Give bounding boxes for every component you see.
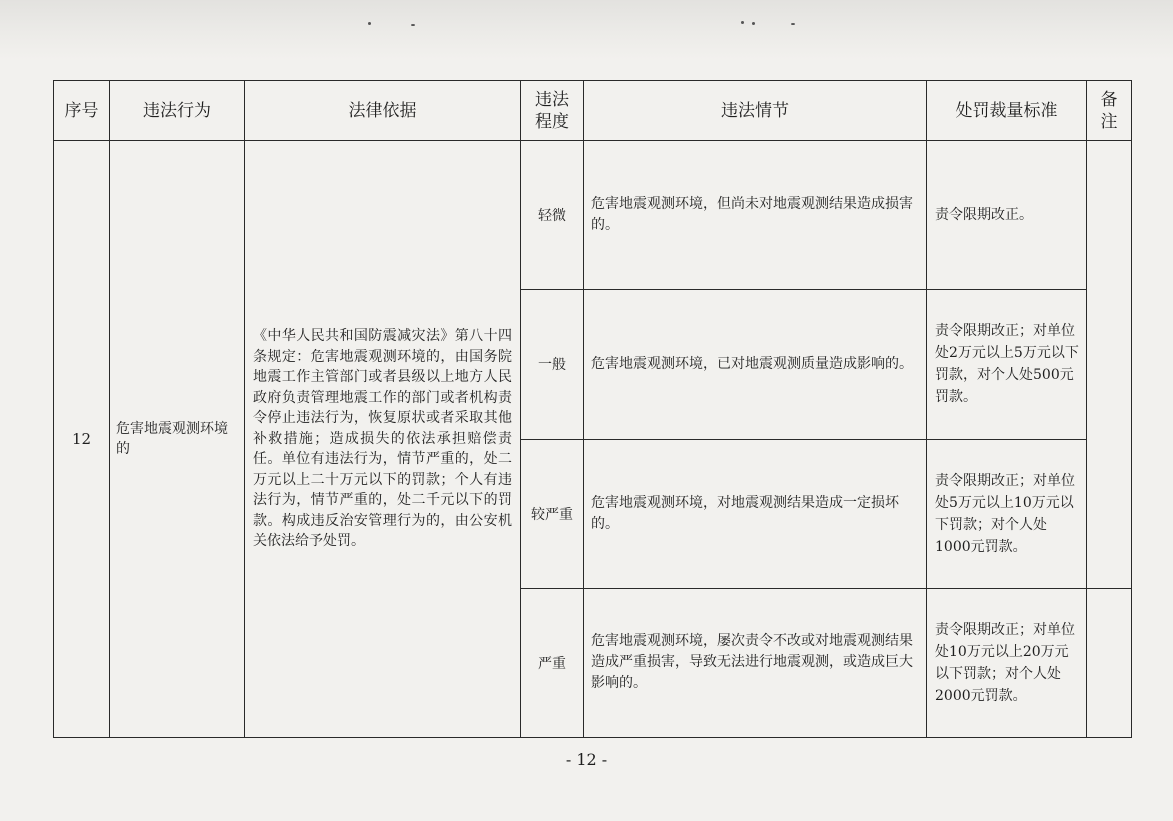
level-circumstance: 危害地震观测环境，对地震观测结果造成一定损坏的。 bbox=[584, 439, 927, 588]
scan-speck bbox=[411, 24, 415, 26]
header-seq: 序号 bbox=[54, 81, 110, 141]
level-penalty: 责令限期改正；对单位处2万元以上5万元以下罚款，对个人处500元罚款。 bbox=[927, 290, 1087, 439]
level-degree: 一般 bbox=[521, 290, 584, 439]
level-penalty: 责令限期改正；对单位处5万元以上10万元以下罚款；对个人处1000元罚款。 bbox=[927, 439, 1087, 588]
level-circumstance: 危害地震观测环境，屡次责令不改或对地震观测结果造成严重损害，导致无法进行地震观测，或造成巨大影响的。 bbox=[584, 588, 927, 737]
scan-speck bbox=[791, 23, 795, 25]
header-act: 违法行为 bbox=[110, 81, 245, 141]
level-degree: 严重 bbox=[521, 588, 584, 737]
level-penalty: 责令限期改正；对单位处10万元以上20万元以下罚款；对个人处2000元罚款。 bbox=[927, 588, 1087, 737]
table-row bbox=[54, 141, 1132, 290]
level-circumstance: 危害地震观测环境，但尚未对地震观测结果造成损害的。 bbox=[584, 141, 927, 290]
row-note bbox=[1087, 588, 1132, 737]
scan-shadow bbox=[0, 0, 1173, 60]
row-note bbox=[1087, 141, 1132, 589]
header-circumstance: 违法情节 bbox=[584, 81, 927, 141]
row-legal-basis: 《中华人民共和国防震减灾法》第八十四条规定：危害地震观测环境的，由国务院地震工作主管部门或者县级以上地方人民政府负责管理地震工作的部门或者机构责令停止违法行为，恢复原状或者采取其他补救措施；造成损失的依法承担赔偿责任。单位有违法行为，情节严重的，处二万元以上二十万元以下的罚款；个人有违法行为，情节严重的，处二千元以下的罚款。构成违反治安管理行为的，由公安机关依法给予处罚。 bbox=[245, 141, 521, 738]
level-degree: 轻微 bbox=[521, 141, 584, 290]
row-violation: 危害地震观测环境的 bbox=[110, 141, 245, 738]
level-circumstance: 危害地震观测环境，已对地震观测质量造成影响的。 bbox=[584, 290, 927, 439]
header-degree: 违法程度 bbox=[521, 81, 584, 141]
page-number: - 12 - bbox=[565, 750, 608, 769]
header-note: 备注 bbox=[1087, 81, 1132, 141]
scan-speck bbox=[752, 22, 755, 25]
level-penalty: 责令限期改正。 bbox=[927, 141, 1087, 290]
header-penalty: 处罚裁量标准 bbox=[927, 81, 1087, 141]
header-row bbox=[54, 81, 1132, 141]
scan-speck bbox=[368, 22, 371, 25]
header-law: 法律依据 bbox=[245, 81, 521, 141]
penalty-table bbox=[53, 80, 1132, 738]
row-seq: 12 bbox=[54, 141, 110, 738]
level-degree: 较严重 bbox=[521, 439, 584, 588]
scan-speck bbox=[741, 21, 744, 24]
